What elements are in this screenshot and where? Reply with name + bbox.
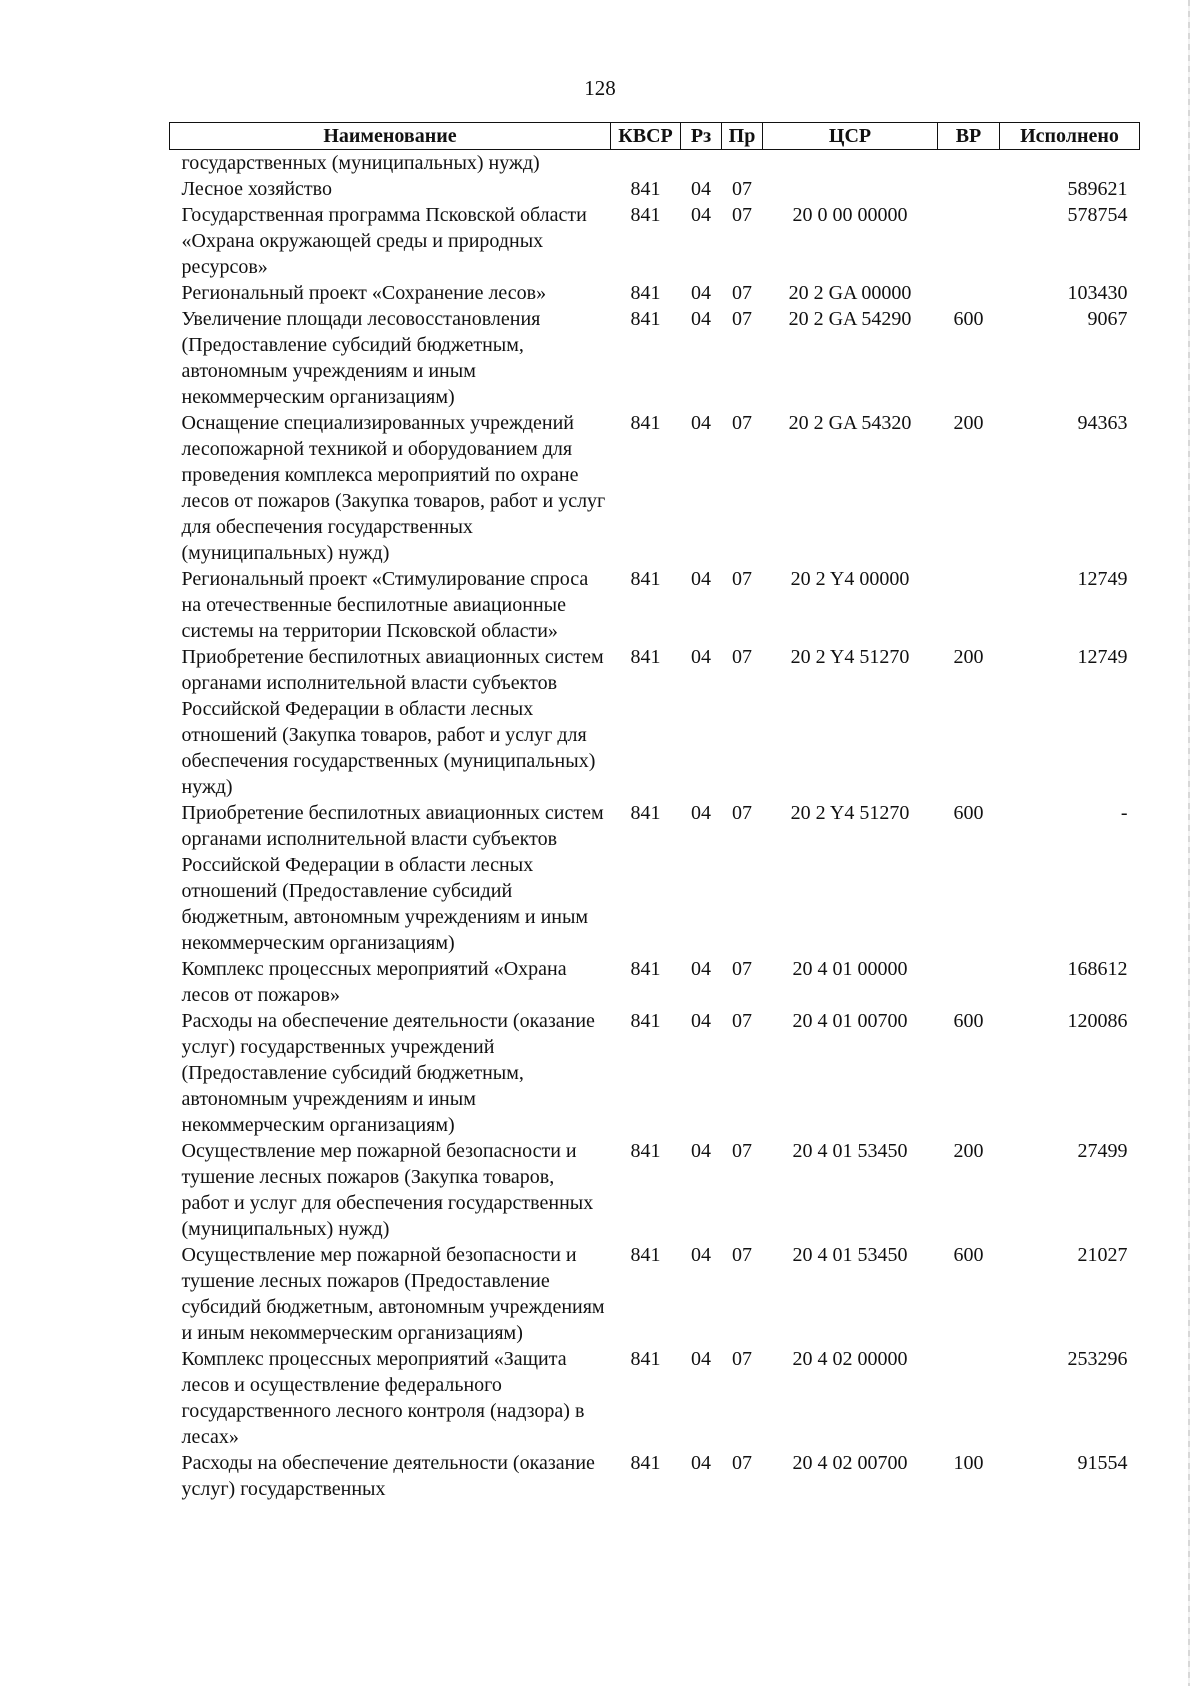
cell-vr xyxy=(938,176,1000,202)
table-body xyxy=(170,150,1140,1503)
cell-name: Комплекс процессных мероприятий «Охрана лесов от пожаров» xyxy=(181,958,567,1006)
table-row xyxy=(170,202,1140,280)
cell-rz: 04 xyxy=(691,282,711,304)
table-row xyxy=(170,566,1140,644)
cell-rz: 04 xyxy=(691,568,711,590)
cell-vr: 600 xyxy=(953,308,984,330)
cell-vr: 200 xyxy=(953,646,984,668)
table-row xyxy=(170,306,1140,410)
cell-vr xyxy=(938,150,1000,177)
table-row xyxy=(170,1346,1140,1450)
cell-vr: 200 xyxy=(953,1140,984,1162)
cell-pr: 07 xyxy=(732,178,752,200)
cell-csr: 20 2 GA 54290 xyxy=(788,308,912,330)
cell-csr: 20 2 Y4 51270 xyxy=(790,802,910,824)
cell-isp: 12749 xyxy=(1077,568,1128,590)
table-header xyxy=(170,123,1140,150)
cell-isp: 120086 xyxy=(1067,1010,1128,1032)
cell-name: государственных (муниципальных) нужд) xyxy=(181,152,540,174)
cell-rz: 04 xyxy=(691,646,711,668)
cell-vr xyxy=(938,1346,1000,1450)
header-isp: Исполнено xyxy=(1000,123,1140,150)
cell-vr: 600 xyxy=(953,1010,984,1032)
cell-pr: 07 xyxy=(732,1348,752,1370)
cell-kvsr: 841 xyxy=(630,568,661,590)
cell-vr xyxy=(938,566,1000,644)
cell-isp: 91554 xyxy=(1077,1452,1128,1474)
header-pr: Пр xyxy=(722,123,763,150)
cell-vr xyxy=(938,280,1000,306)
cell-isp xyxy=(1000,150,1140,177)
cell-pr xyxy=(722,150,763,177)
table-row xyxy=(170,1450,1140,1502)
cell-kvsr: 841 xyxy=(630,958,661,980)
cell-kvsr: 841 xyxy=(630,802,661,824)
cell-pr: 07 xyxy=(732,1010,752,1032)
cell-rz: 04 xyxy=(691,1244,711,1266)
cell-rz: 04 xyxy=(691,1452,711,1474)
cell-vr: 600 xyxy=(953,1244,984,1266)
cell-name: Осуществление мер пожарной безопасности и тушение лесных пожаров (Предоставление субсидий бюджетным, автономным учреждениям и иным некоммерческим организациям) xyxy=(181,1244,605,1344)
budget-table xyxy=(169,122,1140,1502)
cell-isp: 9067 xyxy=(1087,308,1128,330)
cell-pr: 07 xyxy=(732,308,752,330)
cell-kvsr: 841 xyxy=(630,1010,661,1032)
table-row xyxy=(170,280,1140,306)
cell-pr: 07 xyxy=(732,282,752,304)
table-row xyxy=(170,176,1140,202)
cell-csr: 20 2 GA 54320 xyxy=(788,412,912,434)
cell-kvsr: 841 xyxy=(630,1244,661,1266)
cell-name: Осуществление мер пожарной безопасности и тушение лесных пожаров (Закупка товаров, работ и услуг для обеспечения государственных (муниципальных) нужд) xyxy=(181,1140,594,1240)
table-row xyxy=(170,956,1140,1008)
cell-kvsr: 841 xyxy=(630,1348,661,1370)
cell-kvsr: 841 xyxy=(630,204,661,226)
cell-rz: 04 xyxy=(691,204,711,226)
cell-vr: 100 xyxy=(953,1452,984,1474)
cell-csr xyxy=(763,150,938,177)
cell-name: Приобретение беспилотных авиационных систем органами исполнительной власти субъектов Российской Федерации в области лесных отношений (Закупка товаров, работ и услуг для обеспечения государственных (муниципальных) нужд) xyxy=(181,646,604,798)
table-row xyxy=(170,1138,1140,1242)
cell-rz: 04 xyxy=(691,1010,711,1032)
cell-isp: 103430 xyxy=(1067,282,1128,304)
cell-rz xyxy=(681,150,722,177)
header-name: Наименование xyxy=(170,123,611,150)
cell-pr: 07 xyxy=(732,802,752,824)
cell-csr: 20 4 01 00700 xyxy=(792,1010,908,1032)
table-row xyxy=(170,410,1140,566)
page-number: 128 xyxy=(584,76,616,100)
cell-isp: 27499 xyxy=(1077,1140,1128,1162)
cell-name: Государственная программа Псковской области «Охрана окружающей среды и природных ресурсов» xyxy=(181,204,587,278)
cell-pr: 07 xyxy=(732,568,752,590)
cell-rz: 04 xyxy=(691,958,711,980)
cell-rz: 04 xyxy=(691,412,711,434)
cell-isp: 94363 xyxy=(1077,412,1128,434)
cell-isp: 578754 xyxy=(1067,204,1128,226)
table-row xyxy=(170,800,1140,956)
cell-kvsr: 841 xyxy=(630,178,661,200)
cell-kvsr: 841 xyxy=(630,412,661,434)
cell-rz: 04 xyxy=(691,178,711,200)
cell-pr: 07 xyxy=(732,646,752,668)
cell-kvsr: 841 xyxy=(630,1452,661,1474)
cell-pr: 07 xyxy=(732,204,752,226)
cell-name: Расходы на обеспечение деятельности (оказание услуг) государственных xyxy=(181,1452,595,1500)
cell-pr: 07 xyxy=(732,412,752,434)
cell-name: Расходы на обеспечение деятельности (оказание услуг) государственных учреждений (Предоставление субсидий бюджетным, автономным учреждениям и иным некоммерческим организациям) xyxy=(181,1010,595,1136)
cell-csr xyxy=(763,176,938,202)
cell-kvsr: 841 xyxy=(630,308,661,330)
cell-isp: 168612 xyxy=(1067,958,1128,980)
cell-rz: 04 xyxy=(691,1140,711,1162)
cell-isp: - xyxy=(1120,802,1128,824)
cell-pr: 07 xyxy=(732,1140,752,1162)
cell-vr: 200 xyxy=(953,412,984,434)
table-row xyxy=(170,1242,1140,1346)
cell-pr: 07 xyxy=(732,958,752,980)
cell-name: Региональный проект «Стимулирование спроса на отечественные беспилотные авиационные системы на территории Псковской области» xyxy=(181,568,589,642)
cell-isp: 589621 xyxy=(1067,178,1128,200)
cell-csr: 20 4 01 00000 xyxy=(792,958,908,980)
cell-csr: 20 2 Y4 51270 xyxy=(790,646,910,668)
table-row xyxy=(170,1008,1140,1138)
cell-name: Комплекс процессных мероприятий «Защита лесов и осуществление федерального государственного лесного контроля (надзора) в лесах» xyxy=(181,1348,585,1448)
cell-csr: 20 0 00 00000 xyxy=(792,204,908,226)
cell-name: Увеличение площади лесовосстановления (Предоставление субсидий бюджетным, автономным учреждениям и иным некоммерческим организациям) xyxy=(181,308,541,408)
cell-kvsr: 841 xyxy=(630,1140,661,1162)
cell-pr: 07 xyxy=(732,1452,752,1474)
table-row xyxy=(170,644,1140,800)
cell-kvsr xyxy=(611,150,681,177)
cell-isp: 21027 xyxy=(1077,1244,1128,1266)
cell-csr: 20 4 01 53450 xyxy=(792,1244,908,1266)
cell-vr xyxy=(938,202,1000,280)
cell-csr: 20 4 01 53450 xyxy=(792,1140,908,1162)
table-row xyxy=(170,150,1140,177)
cell-vr xyxy=(938,956,1000,1008)
cell-rz: 04 xyxy=(691,308,711,330)
cell-name: Приобретение беспилотных авиационных систем органами исполнительной власти субъектов Российской Федерации в области лесных отношений (Предоставление субсидий бюджетным, автономным учреждениям и иным некоммерческим организациям) xyxy=(181,802,604,954)
cell-csr: 20 4 02 00700 xyxy=(792,1452,908,1474)
header-csr: ЦСР xyxy=(763,123,938,150)
cell-name: Лесное хозяйство xyxy=(181,178,332,200)
cell-csr: 20 4 02 00000 xyxy=(792,1348,908,1370)
cell-vr: 600 xyxy=(953,802,984,824)
cell-isp: 12749 xyxy=(1077,646,1128,668)
cell-csr: 20 2 Y4 00000 xyxy=(790,568,910,590)
cell-name: Оснащение специализированных учреждений лесопожарной техникой и оборудованием для проведения комплекса мероприятий по охране лесов от пожаров (Закупка товаров, работ и услуг для обеспечения государственных (муниципальных) нужд) xyxy=(181,412,606,564)
header-rz: Рз xyxy=(681,123,722,150)
header-kvsr: КВСР xyxy=(611,123,681,150)
cell-kvsr: 841 xyxy=(630,646,661,668)
cell-csr: 20 2 GA 00000 xyxy=(788,282,912,304)
cell-pr: 07 xyxy=(732,1244,752,1266)
header-vr: ВР xyxy=(938,123,1000,150)
cell-rz: 04 xyxy=(691,1348,711,1370)
scan-edge xyxy=(1188,0,1190,1686)
cell-isp: 253296 xyxy=(1067,1348,1128,1370)
cell-name: Региональный проект «Сохранение лесов» xyxy=(181,282,547,304)
cell-kvsr: 841 xyxy=(630,282,661,304)
cell-rz: 04 xyxy=(691,802,711,824)
